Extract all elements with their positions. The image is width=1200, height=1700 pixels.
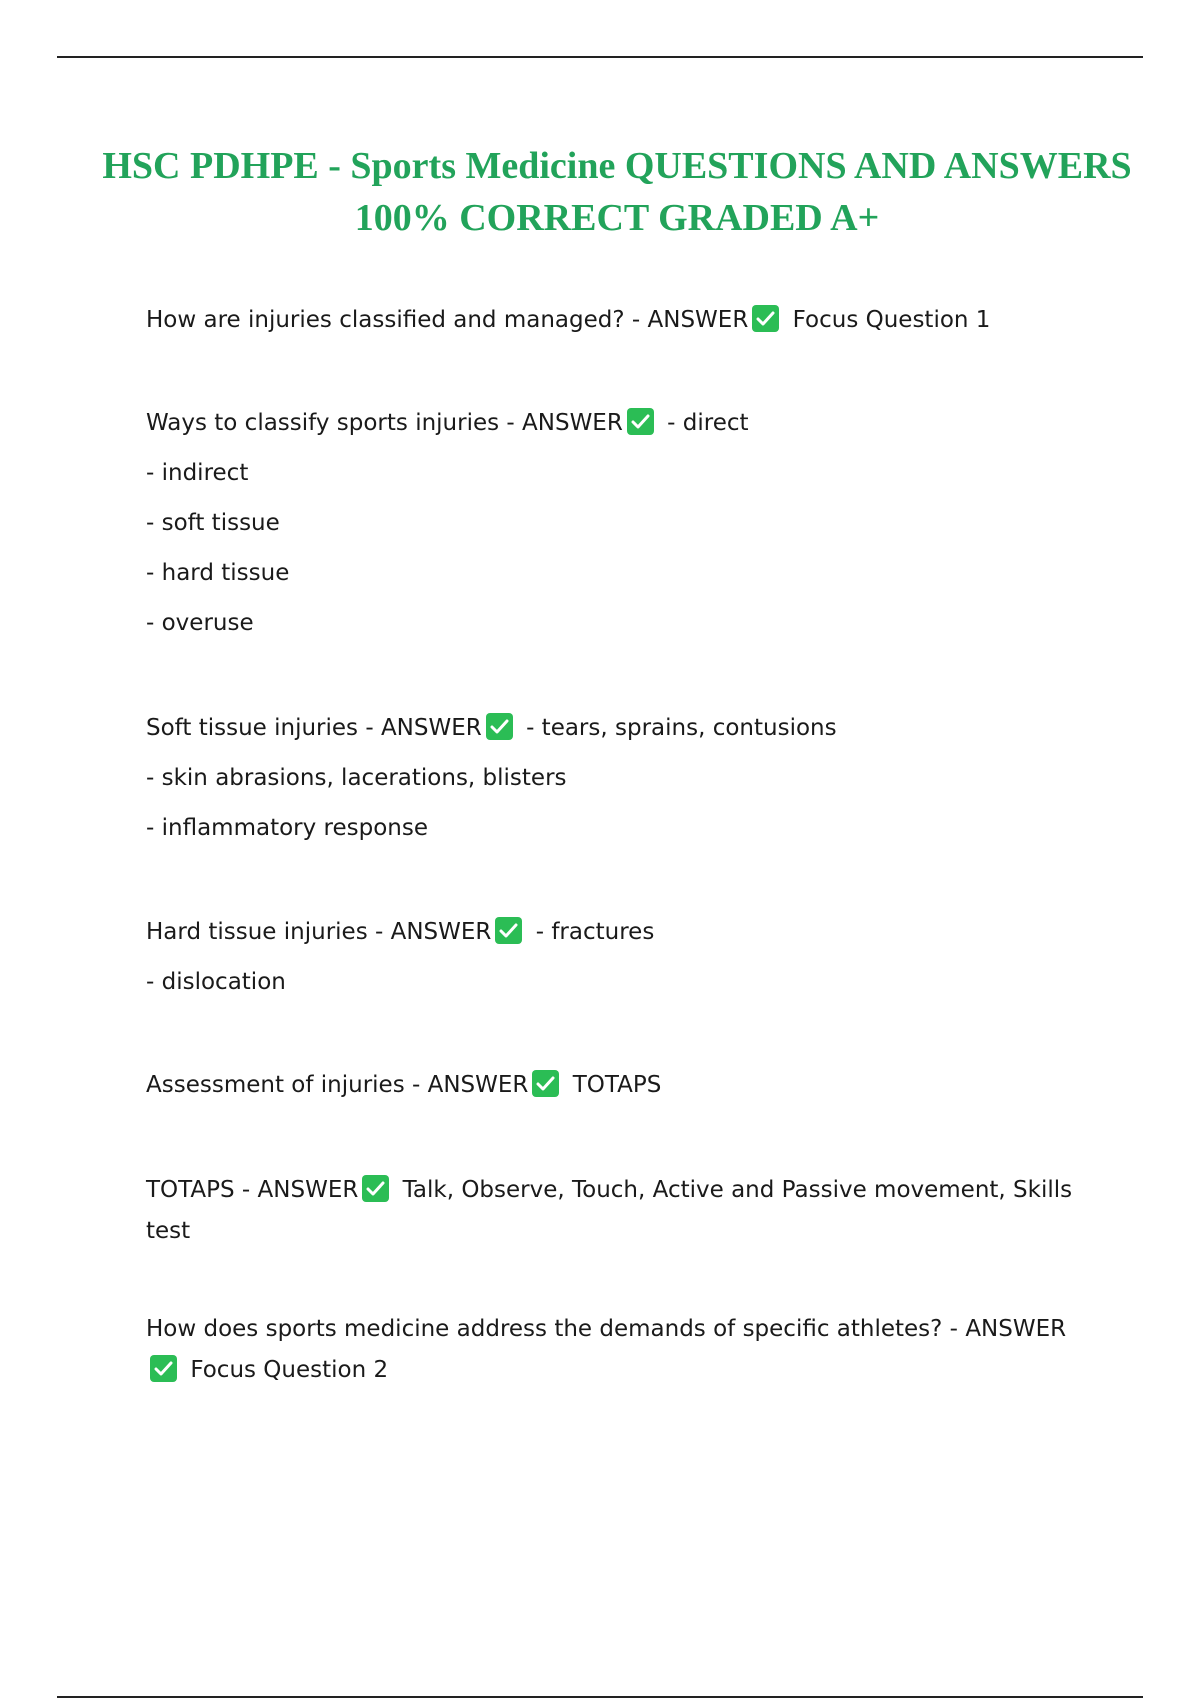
answer-text: - fractures (535, 919, 655, 945)
check-mark-icon (495, 917, 522, 944)
qa-item (146, 708, 1086, 849)
document-title: HSC PDHPE - Sports Medicine QUESTIONS AND ANSWERS 100% CORRECT GRADED A+ (102, 145, 1132, 239)
question-text: Hard tissue injuries - (146, 919, 384, 945)
question-text: TOTAPS - (146, 1177, 251, 1203)
question-text: How are injuries classified and managed? - (146, 307, 641, 333)
qa-item (146, 1065, 1086, 1106)
answer-line: - overuse (146, 610, 254, 636)
answer-label: ANSWER (647, 307, 749, 333)
answer-text: - direct (667, 410, 749, 436)
check-mark-icon (532, 1070, 559, 1097)
qa-item (146, 300, 1086, 341)
answer-line: - soft tissue (146, 510, 280, 536)
answer-line: - inflammatory response (146, 815, 428, 841)
qa-item (146, 1170, 1086, 1252)
answer-line: - indirect (146, 460, 249, 486)
qa-item (146, 403, 1086, 644)
answer-label: ANSWER (427, 1072, 529, 1098)
answer-text: Focus Question 1 (792, 307, 991, 333)
check-mark-icon (627, 408, 654, 435)
top-rule (57, 56, 1143, 58)
bottom-rule (57, 1696, 1143, 1698)
answer-label: ANSWER (380, 715, 482, 741)
question-text: Ways to classify sports injuries - (146, 410, 515, 436)
check-mark-icon (752, 305, 779, 332)
answer-label: ANSWER (965, 1316, 1067, 1342)
check-mark-icon (150, 1355, 177, 1382)
answer-text: Talk, Observe, Touch, Active and Passive movement, Skills test (146, 1177, 1073, 1244)
answer-line: - skin abrasions, lacerations, blisters (146, 765, 567, 791)
question-text: Soft tissue injuries - (146, 715, 374, 741)
answer-text: Focus Question 2 (190, 1357, 389, 1383)
answer-label: ANSWER (390, 919, 492, 945)
answer-line: - hard tissue (146, 560, 290, 586)
answer-text: - tears, sprains, contusions (526, 715, 837, 741)
check-mark-icon (362, 1175, 389, 1202)
check-mark-icon (486, 713, 513, 740)
question-text: Assessment of injuries - (146, 1072, 421, 1098)
answer-label: ANSWER (257, 1177, 359, 1203)
qa-item (146, 912, 1086, 1003)
question-text: How does sports medicine address the demands of specific athletes? - (146, 1316, 958, 1342)
qa-item (146, 1309, 1086, 1391)
answer-label: ANSWER (522, 410, 623, 436)
answer-text: TOTAPS (572, 1072, 662, 1098)
answer-line: - dislocation (146, 969, 286, 995)
